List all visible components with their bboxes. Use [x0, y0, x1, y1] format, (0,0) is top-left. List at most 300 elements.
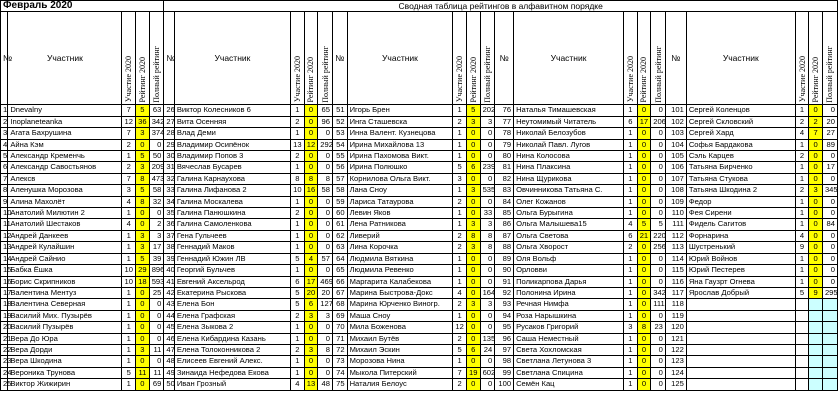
- participant-name-cell[interactable]: Маша Сноу: [347, 310, 453, 321]
- participant-name-cell[interactable]: Ольга Светова: [514, 230, 624, 241]
- participant-name-cell[interactable]: Андрей Кулайшин: [8, 242, 122, 253]
- full-rating-cell[interactable]: 206: [651, 116, 666, 127]
- rating-cell[interactable]: 6: [466, 344, 480, 355]
- rating-cell[interactable]: 5: [136, 151, 150, 162]
- participant-name-cell[interactable]: Галина Самоленкова: [174, 219, 290, 230]
- rating-cell[interactable]: 0: [809, 196, 823, 207]
- participant-name-cell[interactable]: Геннадий Южин ЛВ: [174, 253, 290, 264]
- participant-name-cell[interactable]: [686, 344, 795, 355]
- full-rating-cell[interactable]: 0: [318, 196, 333, 207]
- participation-cell[interactable]: 1: [795, 139, 809, 150]
- participation-cell[interactable]: 1: [624, 151, 638, 162]
- row-number-cell[interactable]: 7: [1, 173, 8, 184]
- participant-name-cell[interactable]: Софья Бардакова: [686, 139, 795, 150]
- row-number-cell[interactable]: 37: [164, 230, 174, 241]
- rating-cell[interactable]: 0: [637, 379, 651, 390]
- rating-cell[interactable]: 0: [637, 105, 651, 116]
- rating-cell[interactable]: 0: [637, 173, 651, 184]
- row-number-cell[interactable]: 73: [332, 356, 347, 367]
- participant-name-cell[interactable]: Михаил Эскин: [347, 344, 453, 355]
- full-rating-cell[interactable]: [822, 356, 837, 367]
- participation-cell[interactable]: 2: [453, 242, 467, 253]
- rating-cell[interactable]: 17: [304, 276, 318, 287]
- participant-name-cell[interactable]: Николай Белозубов: [514, 128, 624, 139]
- participation-cell[interactable]: [795, 322, 809, 333]
- rating-cell[interactable]: 0: [637, 139, 651, 150]
- participant-name-cell[interactable]: Вячеслав Бусарев: [174, 162, 290, 173]
- participation-cell[interactable]: 1: [453, 139, 467, 150]
- full-rating-cell[interactable]: 0: [480, 173, 495, 184]
- full-rating-cell[interactable]: 209: [149, 162, 164, 173]
- participation-cell[interactable]: 1: [291, 219, 305, 230]
- rating-cell[interactable]: 3: [466, 219, 480, 230]
- participant-name-cell[interactable]: Галина Карнаухова: [174, 173, 290, 184]
- participant-name-cell[interactable]: Сергей Хард: [686, 128, 795, 139]
- rating-cell[interactable]: 0: [466, 276, 480, 287]
- row-number-cell[interactable]: 122: [665, 344, 686, 355]
- full-rating-cell[interactable]: 0: [651, 310, 666, 321]
- participation-cell[interactable]: 1: [122, 310, 136, 321]
- participation-cell[interactable]: 1: [291, 333, 305, 344]
- full-rating-cell[interactable]: 127: [318, 299, 333, 310]
- row-number-cell[interactable]: 91: [495, 276, 514, 287]
- rating-cell[interactable]: 0: [466, 151, 480, 162]
- rating-cell[interactable]: 8: [466, 230, 480, 241]
- row-number-cell[interactable]: 124: [665, 367, 686, 378]
- full-rating-cell[interactable]: 535: [480, 185, 495, 196]
- rating-cell[interactable]: 12: [304, 139, 318, 150]
- participant-name-cell[interactable]: Инга Сташевска: [347, 116, 453, 127]
- participation-cell[interactable]: [795, 356, 809, 367]
- participant-name-cell[interactable]: Маргарита Калабекова: [347, 276, 453, 287]
- full-rating-cell[interactable]: 32: [149, 196, 164, 207]
- full-rating-cell[interactable]: 0: [480, 151, 495, 162]
- participation-cell[interactable]: 2: [453, 230, 467, 241]
- participant-name-cell[interactable]: Инна Валент. Кузнецова: [347, 128, 453, 139]
- row-number-cell[interactable]: 68: [332, 299, 347, 310]
- full-rating-cell[interactable]: 3: [149, 230, 164, 241]
- participant-name-cell[interactable]: Света Хохломская: [514, 344, 624, 355]
- participant-name-cell[interactable]: Наталья Тимашевская: [514, 105, 624, 116]
- rating-cell[interactable]: 0: [637, 128, 651, 139]
- participation-cell[interactable]: 1: [453, 253, 467, 264]
- rating-cell[interactable]: 6: [304, 299, 318, 310]
- participant-name-cell[interactable]: Мыкола Питерский: [347, 367, 453, 378]
- full-rating-cell[interactable]: 2: [149, 219, 164, 230]
- full-rating-cell[interactable]: 11: [149, 367, 164, 378]
- rating-cell[interactable]: 0: [466, 322, 480, 333]
- participant-name-cell[interactable]: Ирина Михайлова 13: [347, 139, 453, 150]
- full-rating-cell[interactable]: 0: [822, 242, 837, 253]
- participant-name-cell[interactable]: Яна Гаузрт Огнева: [686, 276, 795, 287]
- participation-cell[interactable]: 1: [795, 276, 809, 287]
- participant-name-cell[interactable]: [686, 367, 795, 378]
- rating-cell[interactable]: 0: [809, 219, 823, 230]
- row-number-cell[interactable]: 102: [665, 116, 686, 127]
- participation-cell[interactable]: 2: [453, 116, 467, 127]
- full-rating-cell[interactable]: 27: [822, 128, 837, 139]
- full-rating-cell[interactable]: 0: [651, 253, 666, 264]
- rating-cell[interactable]: 0: [466, 287, 480, 298]
- participant-name-cell[interactable]: Анатолий Шестаков: [8, 219, 122, 230]
- participant-name-cell[interactable]: Василий Мих. Пузырёв: [8, 310, 122, 321]
- participant-name-cell[interactable]: Ольга Бурыгина: [514, 208, 624, 219]
- rating-cell[interactable]: 11: [136, 367, 150, 378]
- participation-cell[interactable]: 1: [795, 162, 809, 173]
- participation-cell[interactable]: 10: [122, 276, 136, 287]
- participant-name-cell[interactable]: Лина Корочка: [347, 242, 453, 253]
- full-rating-cell[interactable]: 3: [480, 299, 495, 310]
- participant-name-cell[interactable]: Неутомимый Читатель: [514, 116, 624, 127]
- participation-cell[interactable]: 1: [453, 185, 467, 196]
- row-number-cell[interactable]: 19: [1, 310, 8, 321]
- row-number-cell[interactable]: 18: [1, 299, 8, 310]
- row-number-cell[interactable]: 120: [665, 322, 686, 333]
- participation-cell[interactable]: [795, 310, 809, 321]
- rating-cell[interactable]: 4: [304, 253, 318, 264]
- participant-name-cell[interactable]: [686, 322, 795, 333]
- full-rating-cell[interactable]: [822, 310, 837, 321]
- row-number-cell[interactable]: 69: [332, 310, 347, 321]
- row-number-cell[interactable]: 79: [495, 139, 514, 150]
- rating-cell[interactable]: 0: [136, 356, 150, 367]
- full-rating-cell[interactable]: 25: [149, 287, 164, 298]
- row-number-cell[interactable]: 35: [164, 208, 174, 219]
- participant-name-cell[interactable]: Ливерий: [347, 230, 453, 241]
- rating-cell[interactable]: [809, 322, 823, 333]
- participation-cell[interactable]: 13: [291, 139, 305, 150]
- full-rating-cell[interactable]: 8: [480, 242, 495, 253]
- rating-cell[interactable]: 0: [136, 333, 150, 344]
- full-rating-cell[interactable]: 345: [822, 185, 837, 196]
- full-rating-cell[interactable]: 0: [822, 173, 837, 184]
- full-rating-cell[interactable]: 0: [149, 139, 164, 150]
- row-number-cell[interactable]: 109: [665, 196, 686, 207]
- full-rating-cell[interactable]: 0: [651, 208, 666, 219]
- participation-cell[interactable]: 1: [122, 151, 136, 162]
- row-number-cell[interactable]: 58: [332, 185, 347, 196]
- full-rating-cell[interactable]: [822, 299, 837, 310]
- row-number-cell[interactable]: 94: [495, 310, 514, 321]
- rating-cell[interactable]: 0: [136, 287, 150, 298]
- rating-cell[interactable]: 0: [809, 162, 823, 173]
- participant-name-cell[interactable]: Форнарина: [686, 230, 795, 241]
- row-number-cell[interactable]: 99: [495, 367, 514, 378]
- full-rating-cell[interactable]: 0: [149, 208, 164, 219]
- rating-cell[interactable]: 0: [304, 322, 318, 333]
- row-number-cell[interactable]: 76: [495, 105, 514, 116]
- participation-cell[interactable]: 1: [291, 322, 305, 333]
- participation-cell[interactable]: 1: [453, 128, 467, 139]
- participation-cell[interactable]: 1: [795, 196, 809, 207]
- full-rating-cell[interactable]: 0: [318, 219, 333, 230]
- participation-cell[interactable]: 2: [795, 185, 809, 196]
- participation-cell[interactable]: 1: [624, 299, 638, 310]
- full-rating-cell[interactable]: 0: [480, 322, 495, 333]
- participation-cell[interactable]: 1: [122, 253, 136, 264]
- row-number-cell[interactable]: 103: [665, 128, 686, 139]
- rating-cell[interactable]: 3: [809, 185, 823, 196]
- row-number-cell[interactable]: 33: [164, 185, 174, 196]
- row-number-cell[interactable]: 90: [495, 265, 514, 276]
- rating-cell[interactable]: 0: [304, 230, 318, 241]
- row-number-cell[interactable]: 88: [495, 242, 514, 253]
- row-number-cell[interactable]: 116: [665, 276, 686, 287]
- participant-name-cell[interactable]: Inoplaneteanka: [8, 116, 122, 127]
- row-number-cell[interactable]: 52: [332, 116, 347, 127]
- participant-name-cell[interactable]: Людмила Вяткина: [347, 253, 453, 264]
- participation-cell[interactable]: 1: [624, 139, 638, 150]
- full-rating-cell[interactable]: 50: [149, 151, 164, 162]
- row-number-cell[interactable]: 38: [164, 242, 174, 253]
- row-number-cell[interactable]: 23: [1, 356, 8, 367]
- row-number-cell[interactable]: 114: [665, 253, 686, 264]
- full-rating-cell[interactable]: 0: [651, 276, 666, 287]
- row-number-cell[interactable]: 125: [665, 379, 686, 390]
- full-rating-cell[interactable]: 0: [318, 333, 333, 344]
- rating-cell[interactable]: 5: [136, 105, 150, 116]
- participation-cell[interactable]: 1: [122, 230, 136, 241]
- row-number-cell[interactable]: 48: [164, 356, 174, 367]
- full-rating-cell[interactable]: 96: [318, 116, 333, 127]
- participant-name-cell[interactable]: Сергей Коленцов: [686, 105, 795, 116]
- row-number-cell[interactable]: 10: [1, 208, 8, 219]
- row-number-cell[interactable]: 59: [332, 196, 347, 207]
- rating-cell[interactable]: 7: [809, 128, 823, 139]
- rating-cell[interactable]: 3: [136, 242, 150, 253]
- participant-name-cell[interactable]: Юрий Пестерев: [686, 265, 795, 276]
- full-rating-cell[interactable]: 374: [149, 128, 164, 139]
- row-number-cell[interactable]: 66: [332, 276, 347, 287]
- participation-cell[interactable]: 1: [122, 242, 136, 253]
- rating-cell[interactable]: 0: [466, 196, 480, 207]
- participation-cell[interactable]: 2: [795, 151, 809, 162]
- row-number-cell[interactable]: 49: [164, 367, 174, 378]
- participant-name-cell[interactable]: Вера Шкодина: [8, 356, 122, 367]
- participant-name-cell[interactable]: Нина Плаксина: [514, 162, 624, 173]
- rating-cell[interactable]: 5: [637, 219, 651, 230]
- rating-cell[interactable]: 0: [466, 128, 480, 139]
- participant-name-cell[interactable]: Речная Нимфа: [514, 299, 624, 310]
- full-rating-cell[interactable]: 8: [480, 230, 495, 241]
- rating-cell[interactable]: 29: [136, 265, 150, 276]
- rating-cell[interactable]: 16: [304, 185, 318, 196]
- participation-cell[interactable]: 4: [624, 219, 638, 230]
- rating-cell[interactable]: 36: [136, 116, 150, 127]
- rating-cell[interactable]: 19: [466, 367, 480, 378]
- full-rating-cell[interactable]: [822, 367, 837, 378]
- rating-cell[interactable]: 5: [466, 105, 480, 116]
- participant-name-cell[interactable]: Мила Боженова: [347, 322, 453, 333]
- full-rating-cell[interactable]: 0: [822, 196, 837, 207]
- participant-name-cell[interactable]: Лена Ратникова: [347, 219, 453, 230]
- participant-name-cell[interactable]: Вера Дорди: [8, 344, 122, 355]
- participant-name-cell[interactable]: Галина Лифанова 2: [174, 185, 290, 196]
- rating-cell[interactable]: 0: [304, 356, 318, 367]
- full-rating-cell[interactable]: 0: [480, 128, 495, 139]
- participant-name-cell[interactable]: Татьяна Шкодина 2: [686, 185, 795, 196]
- participation-cell[interactable]: 4: [122, 196, 136, 207]
- participant-name-cell[interactable]: Татьяна Стукова: [686, 173, 795, 184]
- row-number-cell[interactable]: 39: [164, 253, 174, 264]
- participation-cell[interactable]: 2: [291, 116, 305, 127]
- participant-name-cell[interactable]: Нина Щурикова: [514, 173, 624, 184]
- full-rating-cell[interactable]: 0: [480, 253, 495, 264]
- full-rating-cell[interactable]: 469: [318, 276, 333, 287]
- full-rating-cell[interactable]: 0: [480, 310, 495, 321]
- full-rating-cell[interactable]: 0: [149, 310, 164, 321]
- row-number-cell[interactable]: 72: [332, 344, 347, 355]
- participation-cell[interactable]: 2: [453, 196, 467, 207]
- participant-name-cell[interactable]: Елена Кибардина Казань: [174, 333, 290, 344]
- full-rating-cell[interactable]: 239: [480, 162, 495, 173]
- participant-name-cell[interactable]: Светлана Летунова 3: [514, 356, 624, 367]
- row-number-cell[interactable]: 55: [332, 151, 347, 162]
- participant-name-cell[interactable]: Нина Колосова: [514, 151, 624, 162]
- row-number-cell[interactable]: 96: [495, 333, 514, 344]
- full-rating-cell[interactable]: 0: [318, 162, 333, 173]
- participant-name-cell[interactable]: Айна Кэм: [8, 139, 122, 150]
- participant-name-cell[interactable]: Ольга Хворост: [514, 242, 624, 253]
- row-number-cell[interactable]: 4: [1, 139, 8, 150]
- row-number-cell[interactable]: 82: [495, 173, 514, 184]
- row-number-cell[interactable]: 30: [164, 151, 174, 162]
- rating-cell[interactable]: 0: [466, 173, 480, 184]
- participation-cell[interactable]: 2: [122, 162, 136, 173]
- rating-cell[interactable]: 2: [809, 116, 823, 127]
- row-number-cell[interactable]: 50: [164, 379, 174, 390]
- rating-cell[interactable]: 0: [637, 356, 651, 367]
- row-number-cell[interactable]: 3: [1, 128, 8, 139]
- row-number-cell[interactable]: 70: [332, 322, 347, 333]
- full-rating-cell[interactable]: 295: [822, 287, 837, 298]
- participation-cell[interactable]: 1: [122, 333, 136, 344]
- full-rating-cell[interactable]: 473: [149, 173, 164, 184]
- full-rating-cell[interactable]: 0: [318, 367, 333, 378]
- participant-name-cell[interactable]: Галина Панюшкина: [174, 208, 290, 219]
- participation-cell[interactable]: 7: [453, 367, 467, 378]
- row-number-cell[interactable]: 100: [495, 379, 514, 390]
- row-number-cell[interactable]: 21: [1, 333, 8, 344]
- full-rating-cell[interactable]: 0: [318, 151, 333, 162]
- rating-cell[interactable]: 0: [136, 322, 150, 333]
- full-rating-cell[interactable]: 0: [318, 265, 333, 276]
- row-number-cell[interactable]: 45: [164, 322, 174, 333]
- participation-cell[interactable]: 1: [453, 151, 467, 162]
- row-number-cell[interactable]: 11: [1, 219, 8, 230]
- rating-cell[interactable]: 3: [304, 344, 318, 355]
- participant-name-cell[interactable]: Олег Кожанов: [514, 196, 624, 207]
- full-rating-cell[interactable]: 17: [822, 162, 837, 173]
- participant-name-cell[interactable]: Виктор Колесников 6: [174, 105, 290, 116]
- full-rating-cell[interactable]: 0: [651, 173, 666, 184]
- rating-cell[interactable]: 0: [809, 253, 823, 264]
- rating-cell[interactable]: 0: [637, 333, 651, 344]
- participant-name-cell[interactable]: [686, 379, 795, 390]
- row-number-cell[interactable]: 104: [665, 139, 686, 150]
- full-rating-cell[interactable]: 0: [651, 162, 666, 173]
- participation-cell[interactable]: 1: [795, 105, 809, 116]
- full-rating-cell[interactable]: 602: [480, 367, 495, 378]
- row-number-cell[interactable]: 78: [495, 128, 514, 139]
- row-number-cell[interactable]: 97: [495, 344, 514, 355]
- participation-cell[interactable]: 1: [624, 185, 638, 196]
- participation-cell[interactable]: 1: [624, 310, 638, 321]
- full-rating-cell[interactable]: [822, 333, 837, 344]
- participation-cell[interactable]: 5: [453, 162, 467, 173]
- row-number-cell[interactable]: 32: [164, 173, 174, 184]
- rating-cell[interactable]: 8: [136, 196, 150, 207]
- row-number-cell[interactable]: 17: [1, 287, 8, 298]
- rating-cell[interactable]: 0: [637, 287, 651, 298]
- rating-cell[interactable]: 3: [466, 185, 480, 196]
- rating-cell[interactable]: 0: [304, 333, 318, 344]
- participation-cell[interactable]: 1: [624, 253, 638, 264]
- participant-name-cell[interactable]: Геннадий Маков: [174, 242, 290, 253]
- full-rating-cell[interactable]: 0: [822, 151, 837, 162]
- full-rating-cell[interactable]: 58: [318, 185, 333, 196]
- full-rating-cell[interactable]: 0: [480, 265, 495, 276]
- participation-cell[interactable]: 2: [453, 379, 467, 390]
- participant-name-cell[interactable]: Андрей Сайнио: [8, 253, 122, 264]
- rating-cell[interactable]: 0: [809, 139, 823, 150]
- rating-cell[interactable]: [809, 367, 823, 378]
- participant-name-cell[interactable]: Зинаида Нефедова Екова: [174, 367, 290, 378]
- full-rating-cell[interactable]: 11: [149, 344, 164, 355]
- row-number-cell[interactable]: 8: [1, 185, 8, 196]
- full-rating-cell[interactable]: 0: [318, 242, 333, 253]
- rating-cell[interactable]: 0: [136, 379, 150, 390]
- rating-cell[interactable]: 0: [809, 151, 823, 162]
- participant-name-cell[interactable]: Андрей Данкеев: [8, 230, 122, 241]
- rating-cell[interactable]: 0: [809, 265, 823, 276]
- rating-cell[interactable]: 0: [637, 310, 651, 321]
- rating-cell[interactable]: 0: [466, 310, 480, 321]
- full-rating-cell[interactable]: 256: [651, 242, 666, 253]
- participation-cell[interactable]: 4: [122, 219, 136, 230]
- participation-cell[interactable]: 1: [291, 356, 305, 367]
- participant-name-cell[interactable]: Валентина Ментуз: [8, 287, 122, 298]
- full-rating-cell[interactable]: 0: [651, 344, 666, 355]
- participant-name-cell[interactable]: Виктор Жижирин: [8, 379, 122, 390]
- participant-name-cell[interactable]: Светлана Спицина: [514, 367, 624, 378]
- participation-cell[interactable]: 4: [795, 128, 809, 139]
- row-number-cell[interactable]: 111: [665, 219, 686, 230]
- row-number-cell[interactable]: 28: [164, 128, 174, 139]
- rating-cell[interactable]: 0: [136, 219, 150, 230]
- rating-cell[interactable]: 0: [637, 344, 651, 355]
- participation-cell[interactable]: 12: [122, 116, 136, 127]
- rating-cell[interactable]: 0: [637, 162, 651, 173]
- full-rating-cell[interactable]: 0: [149, 356, 164, 367]
- participant-name-cell[interactable]: Валентина Северная: [8, 299, 122, 310]
- row-number-cell[interactable]: 110: [665, 208, 686, 219]
- full-rating-cell[interactable]: 33: [480, 208, 495, 219]
- full-rating-cell[interactable]: 0: [822, 230, 837, 241]
- rating-cell[interactable]: 0: [637, 299, 651, 310]
- rating-cell[interactable]: 21: [637, 230, 651, 241]
- rating-cell[interactable]: 8: [304, 173, 318, 184]
- participant-name-cell[interactable]: Гена Гульчеев: [174, 230, 290, 241]
- rating-cell[interactable]: 0: [637, 276, 651, 287]
- full-rating-cell[interactable]: 0: [318, 230, 333, 241]
- participant-name-cell[interactable]: Елена Бон: [174, 299, 290, 310]
- rating-cell[interactable]: 0: [466, 208, 480, 219]
- participant-name-cell[interactable]: Вера До Юра: [8, 333, 122, 344]
- participant-name-cell[interactable]: Александр Савостьянов: [8, 162, 122, 173]
- full-rating-cell[interactable]: 58: [149, 185, 164, 196]
- participation-cell[interactable]: 6: [624, 116, 638, 127]
